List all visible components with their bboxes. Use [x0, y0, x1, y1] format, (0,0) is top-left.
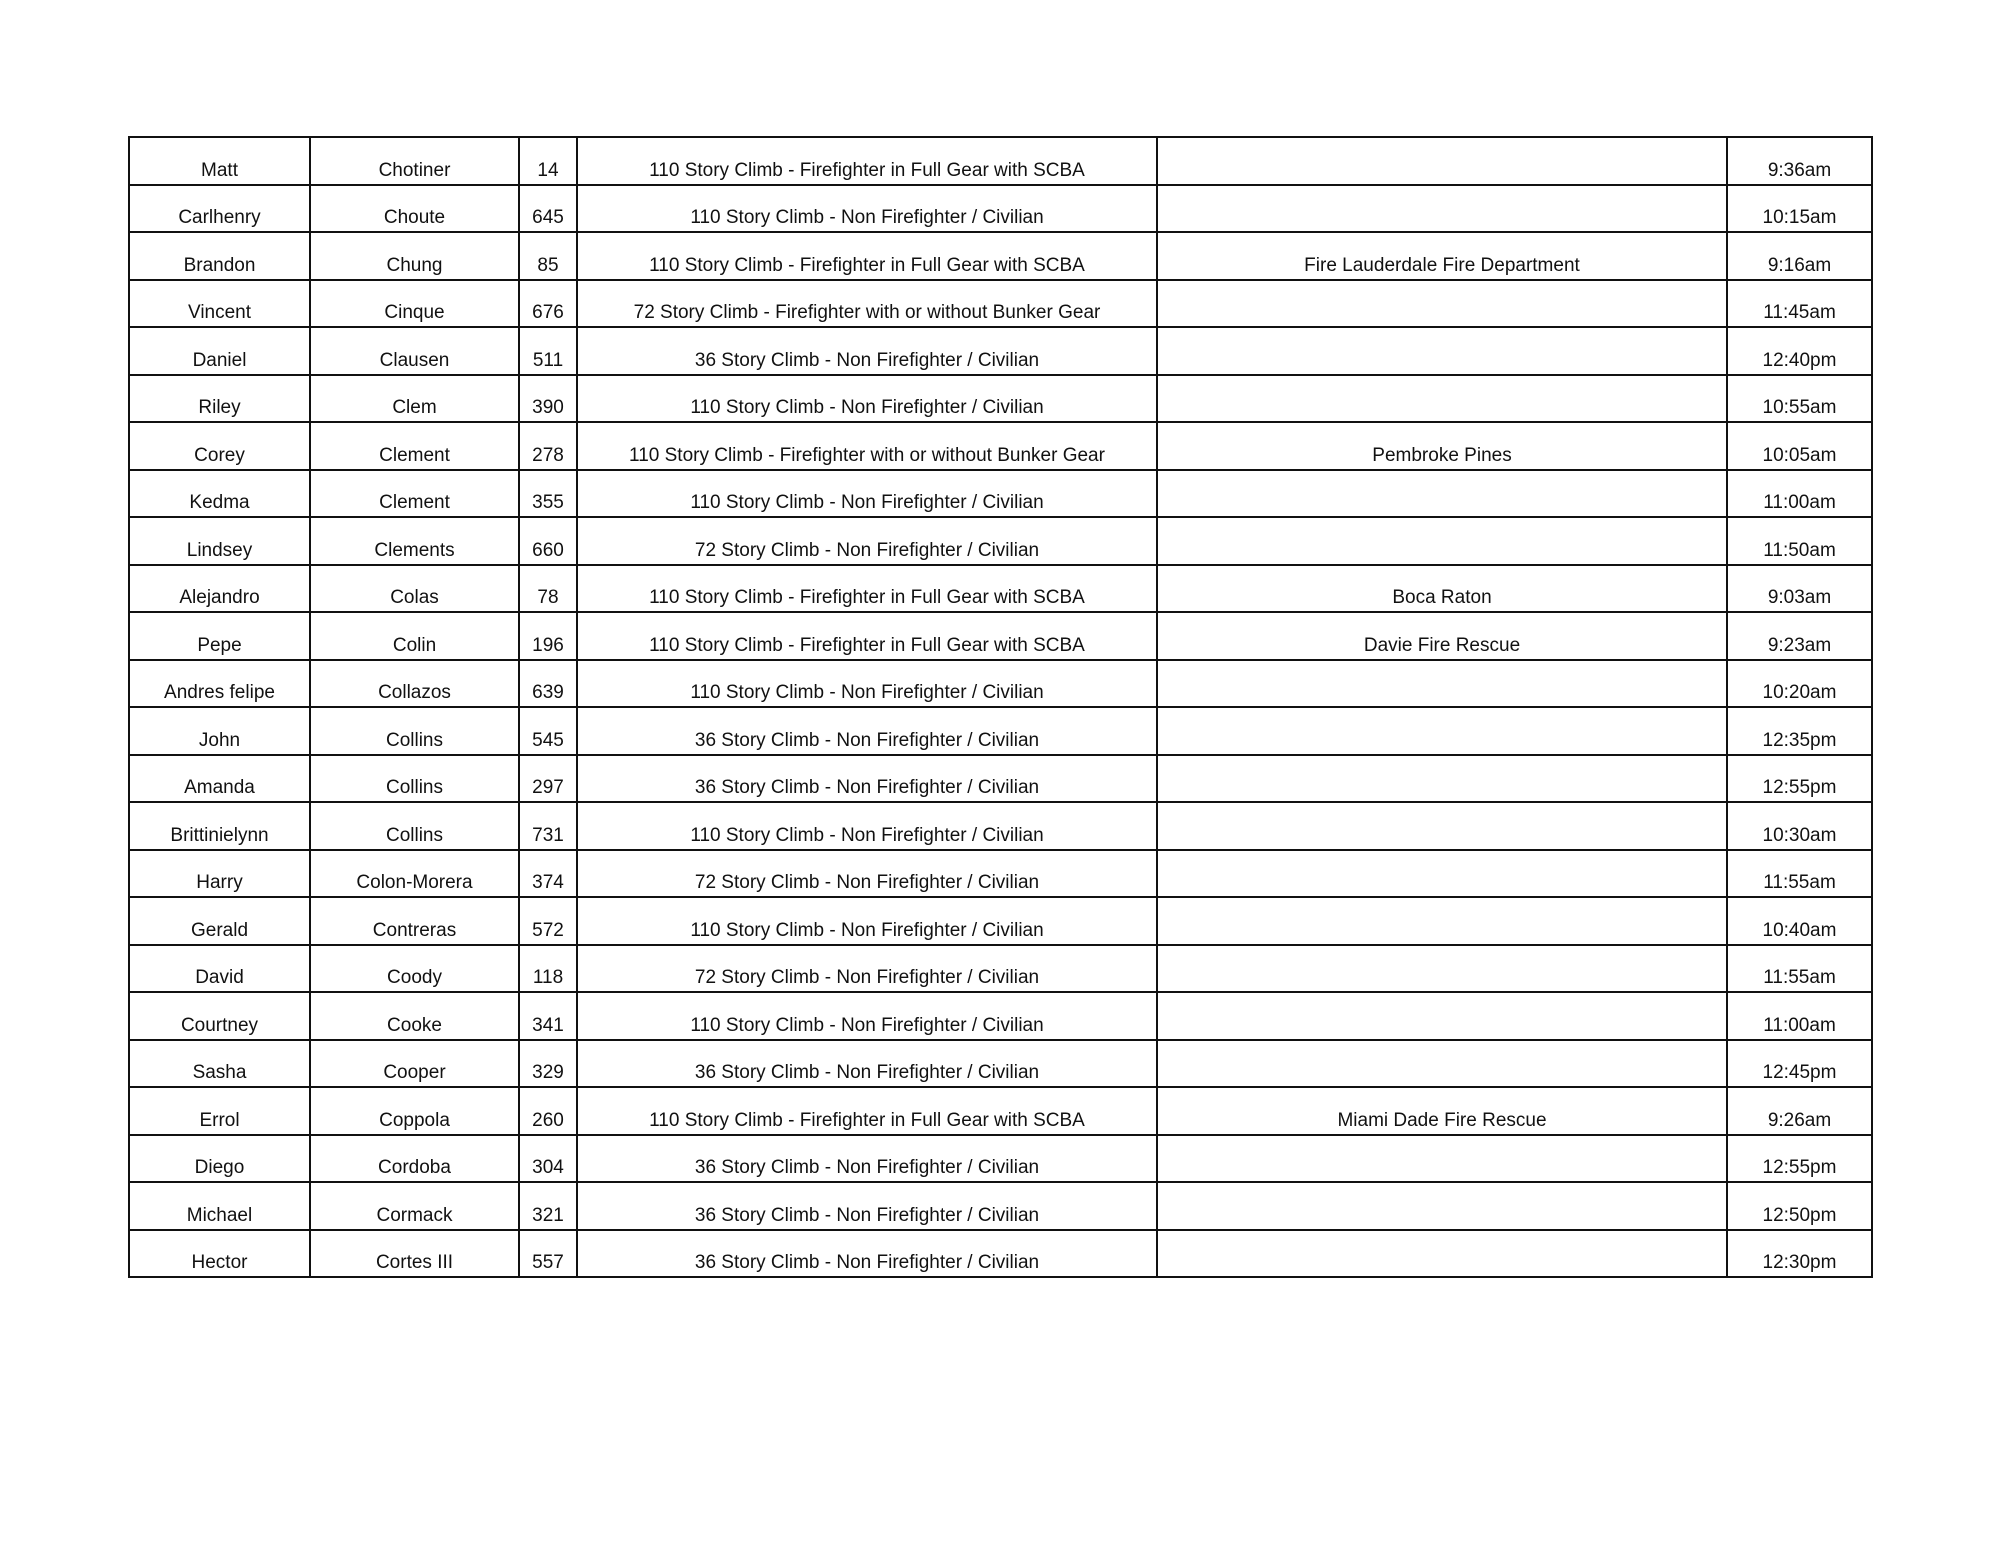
- bib-number-cell: 196: [519, 612, 577, 660]
- bib-number-cell: 511: [519, 327, 577, 375]
- event-cell: 36 Story Climb - Non Firefighter / Civilian: [577, 1040, 1157, 1088]
- department-cell: [1157, 1040, 1727, 1088]
- first-name-cell: Riley: [129, 375, 310, 423]
- department-cell: [1157, 945, 1727, 993]
- last-name-cell: Chotiner: [310, 137, 519, 185]
- event-cell: 110 Story Climb - Firefighter in Full Gear with SCBA: [577, 565, 1157, 613]
- department-cell: Miami Dade Fire Rescue: [1157, 1087, 1727, 1135]
- bib-number-cell: 85: [519, 232, 577, 280]
- department-cell: [1157, 850, 1727, 898]
- event-cell: 110 Story Climb - Non Firefighter / Civilian: [577, 185, 1157, 233]
- bib-number-cell: 14: [519, 137, 577, 185]
- first-name-cell: Courtney: [129, 992, 310, 1040]
- first-name-cell: Brandon: [129, 232, 310, 280]
- last-name-cell: Coppola: [310, 1087, 519, 1135]
- last-name-cell: Collazos: [310, 660, 519, 708]
- bib-number-cell: 731: [519, 802, 577, 850]
- first-name-cell: Harry: [129, 850, 310, 898]
- last-name-cell: Collins: [310, 802, 519, 850]
- bib-number-cell: 355: [519, 470, 577, 518]
- table-row: [129, 660, 1872, 708]
- last-name-cell: Cooke: [310, 992, 519, 1040]
- table-row: [129, 945, 1872, 993]
- table-row: [129, 1135, 1872, 1183]
- start-time-cell: 9:16am: [1727, 232, 1872, 280]
- first-name-cell: Michael: [129, 1182, 310, 1230]
- start-time-cell: 10:55am: [1727, 375, 1872, 423]
- table-row: [129, 1182, 1872, 1230]
- last-name-cell: Colon-Morera: [310, 850, 519, 898]
- department-cell: [1157, 707, 1727, 755]
- last-name-cell: Chung: [310, 232, 519, 280]
- event-cell: 36 Story Climb - Non Firefighter / Civilian: [577, 1135, 1157, 1183]
- last-name-cell: Clements: [310, 517, 519, 565]
- table-row: [129, 1087, 1872, 1135]
- table-row: [129, 375, 1872, 423]
- start-time-cell: 12:35pm: [1727, 707, 1872, 755]
- table-row: [129, 707, 1872, 755]
- table-row: [129, 232, 1872, 280]
- department-cell: Boca Raton: [1157, 565, 1727, 613]
- bib-number-cell: 374: [519, 850, 577, 898]
- start-time-cell: 12:50pm: [1727, 1182, 1872, 1230]
- last-name-cell: Choute: [310, 185, 519, 233]
- department-cell: [1157, 375, 1727, 423]
- department-cell: Davie Fire Rescue: [1157, 612, 1727, 660]
- department-cell: [1157, 802, 1727, 850]
- event-cell: 72 Story Climb - Non Firefighter / Civilian: [577, 850, 1157, 898]
- first-name-cell: Matt: [129, 137, 310, 185]
- department-cell: [1157, 327, 1727, 375]
- last-name-cell: Collins: [310, 755, 519, 803]
- last-name-cell: Cortes III: [310, 1230, 519, 1278]
- start-time-cell: 12:30pm: [1727, 1230, 1872, 1278]
- bib-number-cell: 329: [519, 1040, 577, 1088]
- start-time-cell: 12:55pm: [1727, 1135, 1872, 1183]
- last-name-cell: Colas: [310, 565, 519, 613]
- first-name-cell: Kedma: [129, 470, 310, 518]
- bib-number-cell: 304: [519, 1135, 577, 1183]
- participant-table: [128, 136, 1873, 1278]
- bib-number-cell: 297: [519, 755, 577, 803]
- last-name-cell: Cooper: [310, 1040, 519, 1088]
- event-cell: 36 Story Climb - Non Firefighter / Civilian: [577, 755, 1157, 803]
- bib-number-cell: 660: [519, 517, 577, 565]
- event-cell: 110 Story Climb - Non Firefighter / Civilian: [577, 992, 1157, 1040]
- table-row: [129, 802, 1872, 850]
- first-name-cell: Carlhenry: [129, 185, 310, 233]
- first-name-cell: Amanda: [129, 755, 310, 803]
- start-time-cell: 11:00am: [1727, 992, 1872, 1040]
- event-cell: 110 Story Climb - Firefighter with or without Bunker Gear: [577, 422, 1157, 470]
- start-time-cell: 12:45pm: [1727, 1040, 1872, 1088]
- department-cell: [1157, 470, 1727, 518]
- first-name-cell: Daniel: [129, 327, 310, 375]
- start-time-cell: 9:03am: [1727, 565, 1872, 613]
- department-cell: [1157, 755, 1727, 803]
- event-cell: 36 Story Climb - Non Firefighter / Civilian: [577, 1230, 1157, 1278]
- last-name-cell: Collins: [310, 707, 519, 755]
- event-cell: 72 Story Climb - Non Firefighter / Civilian: [577, 517, 1157, 565]
- department-cell: [1157, 1230, 1727, 1278]
- start-time-cell: 10:20am: [1727, 660, 1872, 708]
- table-row: [129, 517, 1872, 565]
- department-cell: [1157, 897, 1727, 945]
- bib-number-cell: 639: [519, 660, 577, 708]
- last-name-cell: Cinque: [310, 280, 519, 328]
- department-cell: [1157, 517, 1727, 565]
- table-row: [129, 185, 1872, 233]
- event-cell: 110 Story Climb - Non Firefighter / Civilian: [577, 802, 1157, 850]
- last-name-cell: Clement: [310, 422, 519, 470]
- first-name-cell: Pepe: [129, 612, 310, 660]
- bib-number-cell: 341: [519, 992, 577, 1040]
- bib-number-cell: 572: [519, 897, 577, 945]
- first-name-cell: Alejandro: [129, 565, 310, 613]
- first-name-cell: Brittinielynn: [129, 802, 310, 850]
- department-cell: [1157, 137, 1727, 185]
- department-cell: [1157, 280, 1727, 328]
- last-name-cell: Coody: [310, 945, 519, 993]
- event-cell: 36 Story Climb - Non Firefighter / Civilian: [577, 1182, 1157, 1230]
- bib-number-cell: 278: [519, 422, 577, 470]
- last-name-cell: Contreras: [310, 897, 519, 945]
- table-row: [129, 992, 1872, 1040]
- event-cell: 72 Story Climb - Firefighter with or without Bunker Gear: [577, 280, 1157, 328]
- table-row: [129, 850, 1872, 898]
- start-time-cell: 10:30am: [1727, 802, 1872, 850]
- first-name-cell: Errol: [129, 1087, 310, 1135]
- start-time-cell: 11:55am: [1727, 945, 1872, 993]
- bib-number-cell: 557: [519, 1230, 577, 1278]
- department-cell: [1157, 1135, 1727, 1183]
- start-time-cell: 9:23am: [1727, 612, 1872, 660]
- last-name-cell: Cormack: [310, 1182, 519, 1230]
- table-row: [129, 280, 1872, 328]
- event-cell: 36 Story Climb - Non Firefighter / Civilian: [577, 707, 1157, 755]
- table-row: [129, 137, 1872, 185]
- first-name-cell: Vincent: [129, 280, 310, 328]
- start-time-cell: 12:55pm: [1727, 755, 1872, 803]
- event-cell: 110 Story Climb - Firefighter in Full Gear with SCBA: [577, 137, 1157, 185]
- event-cell: 72 Story Climb - Non Firefighter / Civilian: [577, 945, 1157, 993]
- start-time-cell: 11:45am: [1727, 280, 1872, 328]
- first-name-cell: Andres felipe: [129, 660, 310, 708]
- last-name-cell: Clem: [310, 375, 519, 423]
- last-name-cell: Clement: [310, 470, 519, 518]
- table-row: [129, 327, 1872, 375]
- first-name-cell: Gerald: [129, 897, 310, 945]
- table-row: [129, 1040, 1872, 1088]
- bib-number-cell: 321: [519, 1182, 577, 1230]
- department-cell: [1157, 660, 1727, 708]
- table-row: [129, 897, 1872, 945]
- event-cell: 110 Story Climb - Firefighter in Full Gear with SCBA: [577, 612, 1157, 660]
- bib-number-cell: 390: [519, 375, 577, 423]
- first-name-cell: Hector: [129, 1230, 310, 1278]
- event-cell: 110 Story Climb - Non Firefighter / Civilian: [577, 375, 1157, 423]
- start-time-cell: 10:05am: [1727, 422, 1872, 470]
- start-time-cell: 11:00am: [1727, 470, 1872, 518]
- first-name-cell: Corey: [129, 422, 310, 470]
- first-name-cell: John: [129, 707, 310, 755]
- start-time-cell: 9:36am: [1727, 137, 1872, 185]
- start-time-cell: 11:55am: [1727, 850, 1872, 898]
- start-time-cell: 10:15am: [1727, 185, 1872, 233]
- first-name-cell: Diego: [129, 1135, 310, 1183]
- table-row: [129, 565, 1872, 613]
- last-name-cell: Cordoba: [310, 1135, 519, 1183]
- start-time-cell: 11:50am: [1727, 517, 1872, 565]
- department-cell: Pembroke Pines: [1157, 422, 1727, 470]
- start-time-cell: 12:40pm: [1727, 327, 1872, 375]
- event-cell: 110 Story Climb - Firefighter in Full Gear with SCBA: [577, 1087, 1157, 1135]
- bib-number-cell: 260: [519, 1087, 577, 1135]
- department-cell: [1157, 1182, 1727, 1230]
- event-cell: 36 Story Climb - Non Firefighter / Civilian: [577, 327, 1157, 375]
- first-name-cell: Sasha: [129, 1040, 310, 1088]
- department-cell: Fire Lauderdale Fire Department: [1157, 232, 1727, 280]
- event-cell: 110 Story Climb - Firefighter in Full Gear with SCBA: [577, 232, 1157, 280]
- table-row: [129, 470, 1872, 518]
- event-cell: 110 Story Climb - Non Firefighter / Civilian: [577, 660, 1157, 708]
- first-name-cell: David: [129, 945, 310, 993]
- bib-number-cell: 545: [519, 707, 577, 755]
- event-cell: 110 Story Climb - Non Firefighter / Civilian: [577, 470, 1157, 518]
- table-row: [129, 755, 1872, 803]
- bib-number-cell: 676: [519, 280, 577, 328]
- event-cell: 110 Story Climb - Non Firefighter / Civilian: [577, 897, 1157, 945]
- start-time-cell: 10:40am: [1727, 897, 1872, 945]
- bib-number-cell: 118: [519, 945, 577, 993]
- last-name-cell: Clausen: [310, 327, 519, 375]
- table-row: [129, 612, 1872, 660]
- first-name-cell: Lindsey: [129, 517, 310, 565]
- bib-number-cell: 78: [519, 565, 577, 613]
- participant-table-body: [129, 137, 1872, 1277]
- department-cell: [1157, 185, 1727, 233]
- start-time-cell: 9:26am: [1727, 1087, 1872, 1135]
- table-row: [129, 422, 1872, 470]
- last-name-cell: Colin: [310, 612, 519, 660]
- bib-number-cell: 645: [519, 185, 577, 233]
- department-cell: [1157, 992, 1727, 1040]
- table-row: [129, 1230, 1872, 1278]
